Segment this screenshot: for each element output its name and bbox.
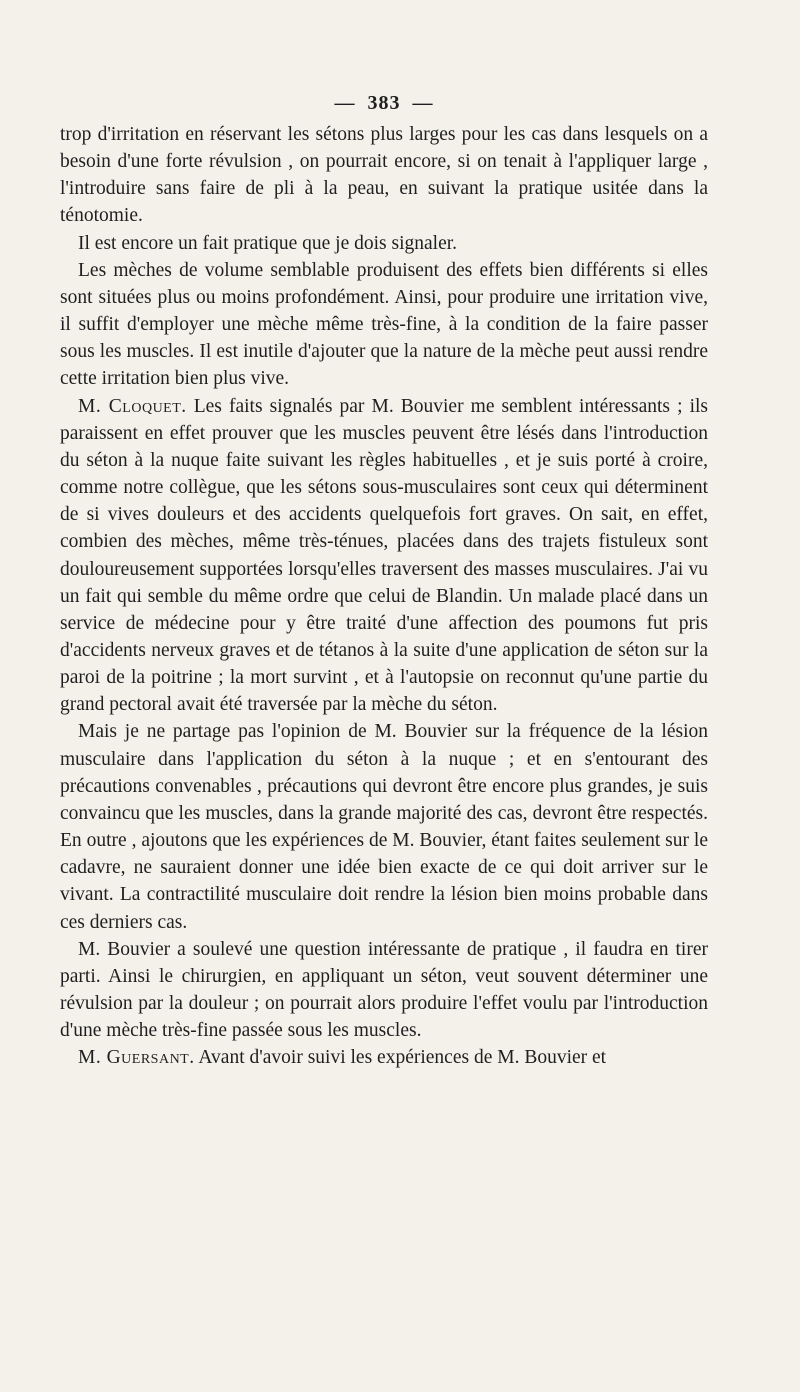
paragraph-text: Les mèches de volume semblable produisent des effets bien différents si elles sont situées plus ou moins profondément. Ainsi, pour produire une irritation vive, il suffit d'employer une mèche même très-fine, à la condition de la faire passer sous les muscles. Il est inutile d'ajouter que la nature de la mèche peut aussi rendre cette irritation bien plus vive. (60, 259, 708, 390)
paragraph-text: trop d'irritation en réservant les sétons plus larges pour les cas dans lesquels on a besoin d'une forte révulsion , on pourrait encore, si on tenait à l'appliquer large , l'introduire sans faire de pli à la peau, en suivant la pratique usitée dans la ténotomie. (60, 124, 708, 227)
speaker-name: M. Cloquet. (78, 395, 187, 417)
paragraph-text: Avant d'avoir suivi les expériences de M. Bouvier et (198, 1047, 607, 1069)
paragraph (60, 257, 708, 393)
paragraph (60, 936, 708, 1045)
paragraph (60, 230, 708, 257)
paragraph-text: Les faits signalés par M. Bouvier me semblent intéressants ; ils paraissent en effet prouver que les muscles peuvent être lésés dans l'introduction du séton à la nuque faite suivant les règles habituelles , et je suis porté à croire, comme notre collègue, que les sétons sous-musculaires sont ceux qui déterminent de si vives douleurs et des accidents quelquefois fort graves. On sait, en effet, combien des mèches, même très-ténues, placées dans des trajets fistuleux sont douloureusement supportées lorsqu'elles traversent des masses musculaires. J'ai vu un fait qui semble du même ordre que celui de Blandin. Un malade placé dans un service de médecine pour y être traité d'une affection des poumons fut pris d'accidents nerveux graves et de tétanos à la suite d'une application de séton sur la paroi de la poitrine ; la mort survint , et à l'autopsie on reconnut qu'une partie du grand pectoral avait été traversée par la mèche du séton. (60, 395, 708, 716)
paragraph-text: M. Bouvier a soulevé une question intéressante de pratique , il faudra en tirer parti. Ainsi le chirurgien, en appliquant un séton, veut souvent déterminer une révulsion par la douleur ; on pourrait alors produire l'effet voulu par l'introduction d'une mèche très-fine passée sous les muscles. (60, 938, 708, 1042)
paragraph-text: Mais je ne partage pas l'opinion de M. Bouvier sur la fréquence de la lésion musculaire dans l'application du séton à la nuque ; et en s'entourant des précautions convenables , précautions qui devront être encore plus grandes, je suis convaincu que les muscles, dans la grande majorité des cas, devront être respectés. En outre , ajoutons que les expériences de M. Bouvier, étant faites seulement sur le cadavre, ne sauraient donner une idée bien exacte de ce qui doit arriver sur le vivant. La contractilité musculaire doit rendre la lésion bien moins probable dans ces derniers cas. (60, 721, 708, 933)
paragraph (60, 393, 708, 719)
page-header (60, 92, 708, 115)
page-number-dash-right: — (412, 92, 434, 114)
paragraph (60, 1044, 708, 1071)
paragraph-continuation (60, 121, 708, 230)
paragraph (60, 718, 708, 935)
page-number-dash-left: — (334, 92, 356, 114)
body-text (60, 121, 708, 1071)
speaker-name: M. Guersant. (78, 1047, 195, 1069)
paragraph-text: Il est encore un fait pratique que je dois signaler. (78, 232, 458, 254)
page-number: 383 (367, 92, 401, 114)
